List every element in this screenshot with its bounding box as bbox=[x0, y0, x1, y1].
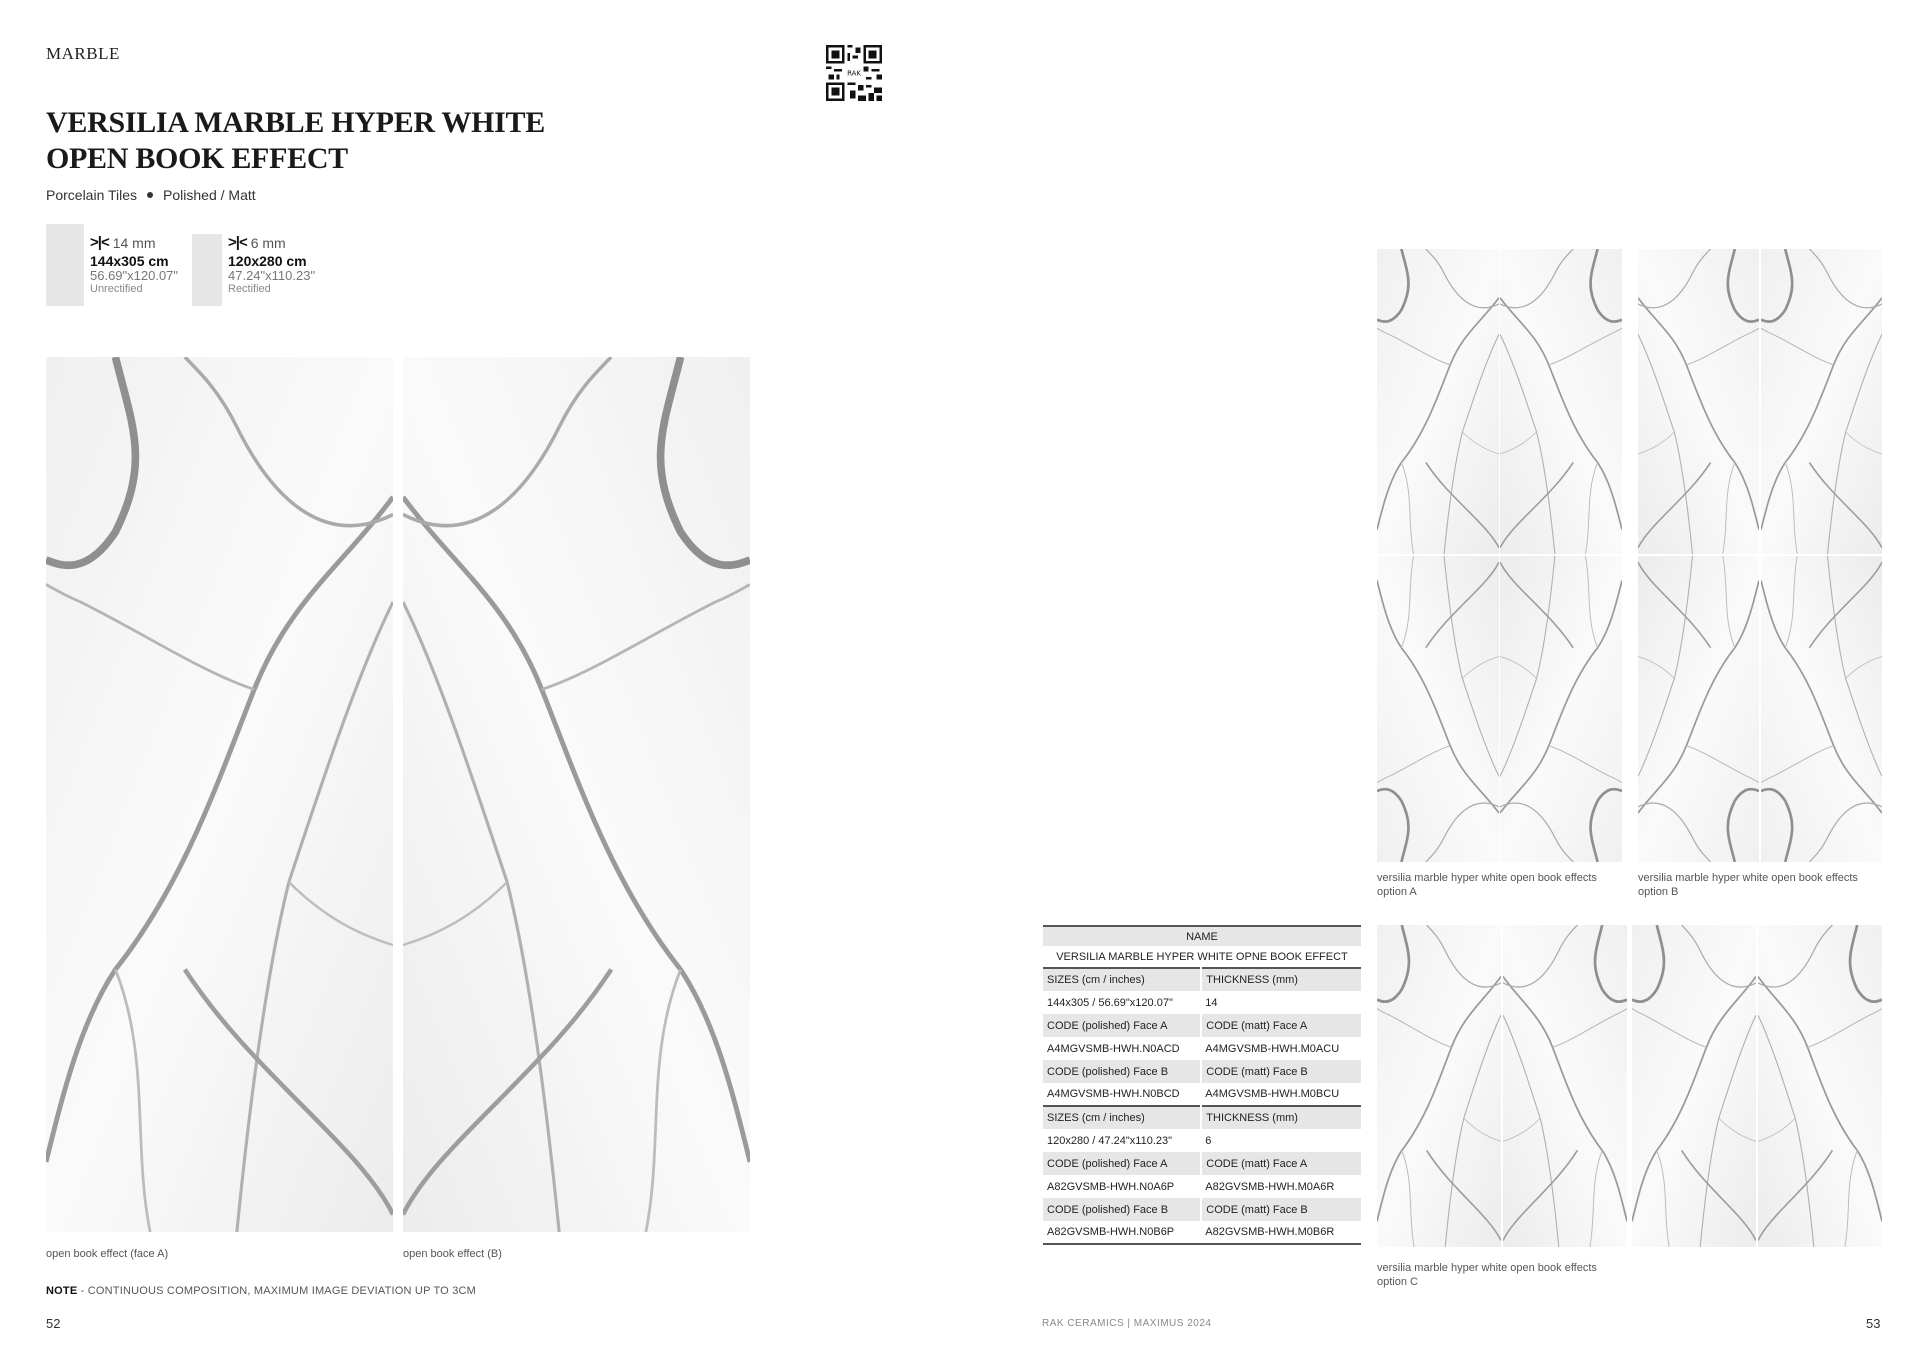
table-code-value: A4MGVSMB-HWH.N0ACD bbox=[1047, 1042, 1180, 1055]
caption-option-b bbox=[1638, 871, 1882, 899]
table-thickness-value: 14 bbox=[1205, 996, 1218, 1009]
table-code-label: CODE (matt) Face A bbox=[1201, 1014, 1361, 1037]
size-cm: 144x305 cm bbox=[90, 253, 169, 269]
table-product-name: VERSILIA MARBLE HYPER WHITE OPNE BOOK EFFECT bbox=[1056, 950, 1348, 963]
size-inches: 47.24"x110.23" bbox=[228, 268, 316, 283]
caption-option-c-line-1: versilia marble hyper white open book effects bbox=[1377, 1262, 1597, 1274]
table-code-label: CODE (polished) Face B bbox=[1043, 1198, 1201, 1221]
option-c-tile bbox=[1632, 925, 1756, 1247]
table-code-label: CODE (polished) Face A bbox=[1043, 1014, 1201, 1037]
table-code-value: A4MGVSMB-HWH.M0BCU bbox=[1205, 1088, 1340, 1100]
tile-swatch bbox=[192, 234, 222, 306]
page-number-right: 53 bbox=[1866, 1316, 1881, 1331]
table-sizes-label: SIZES (cm / inches) bbox=[1043, 968, 1201, 991]
option-b-tile bbox=[1638, 556, 1759, 862]
table-code-value: A82GVSMB-HWH.M0A6R bbox=[1205, 1180, 1335, 1193]
section-label: MARBLE bbox=[46, 44, 120, 63]
footer-brand: RAK CERAMICS | MAXIMUS 2024 bbox=[1042, 1318, 1212, 1329]
table-code-value: A82GVSMB-HWH.N0B6P bbox=[1043, 1221, 1201, 1244]
finish-edge: Rectified bbox=[228, 283, 271, 295]
caption-option-a bbox=[1377, 871, 1622, 899]
table-code-value: A82GVSMB-HWH.N0A6P bbox=[1047, 1180, 1175, 1193]
layout-option-b bbox=[1638, 249, 1882, 862]
table-sizes-label: SIZES (cm / inches) bbox=[1043, 1106, 1201, 1129]
subtitle-finish: Polished / Matt bbox=[163, 187, 256, 203]
caption-option-b-line-1: versilia marble hyper white open book effects bbox=[1638, 872, 1858, 884]
caption-face-b: open book effect (B) bbox=[403, 1248, 502, 1260]
note-label: NOTE bbox=[46, 1285, 78, 1297]
caption-option-a-line-2: option A bbox=[1377, 886, 1417, 898]
option-a-tile bbox=[1377, 249, 1499, 554]
option-c-tile bbox=[1758, 925, 1882, 1247]
caption-face-a: open book effect (face A) bbox=[46, 1248, 169, 1260]
table-size-value: 144x305 / 56.69"x120.07" bbox=[1047, 996, 1173, 1009]
thickness-value: 14 mm bbox=[112, 234, 156, 251]
caption-option-a-line-1: versilia marble hyper white open book effects bbox=[1377, 872, 1597, 884]
thickness-value: 6 mm bbox=[250, 234, 286, 251]
caption-option-c-line-2: option C bbox=[1377, 1276, 1418, 1288]
tile-swatch bbox=[46, 224, 84, 306]
marble-slab-face-b bbox=[403, 357, 750, 1232]
option-a-tile bbox=[1377, 556, 1499, 862]
table-thickness-label: THICKNESS (mm) bbox=[1201, 968, 1361, 991]
note-text: - CONTINUOUS COMPOSITION, MAXIMUM IMAGE DEVIATION UP TO 3CM bbox=[77, 1285, 477, 1297]
table-code-label: CODE (polished) Face B bbox=[1043, 1060, 1201, 1083]
product-title-line-1: VERSILIA MARBLE HYPER WHITE bbox=[46, 106, 545, 139]
product-subtitle bbox=[46, 187, 256, 203]
thickness-icon: >|< bbox=[228, 234, 247, 251]
qr-center-text: RAK bbox=[847, 69, 861, 78]
subtitle-material: Porcelain Tiles bbox=[46, 187, 138, 203]
caption-option-c bbox=[1377, 1261, 1622, 1289]
caption-option-b-line-2: option B bbox=[1638, 886, 1679, 898]
layout-option-a bbox=[1377, 249, 1622, 862]
table-code-value: A82GVSMB-HWH.M0B6R bbox=[1201, 1221, 1361, 1244]
spec-6mm bbox=[192, 224, 315, 306]
option-b-tile bbox=[1638, 249, 1759, 554]
marble-slab-face-a bbox=[46, 357, 393, 1232]
table-header-name: NAME bbox=[1043, 926, 1361, 946]
table-code-label: CODE (polished) Face A bbox=[1043, 1152, 1201, 1175]
table-code-label: CODE (matt) Face B bbox=[1201, 1198, 1361, 1221]
table-code-label: CODE (matt) Face A bbox=[1201, 1152, 1361, 1175]
table-code-value: A4MGVSMB-HWH.M0ACU bbox=[1205, 1042, 1340, 1055]
option-b-tile bbox=[1761, 249, 1882, 554]
finish-edge: Unrectified bbox=[90, 283, 143, 295]
bullet-icon bbox=[147, 192, 153, 198]
table-thickness-label: THICKNESS (mm) bbox=[1201, 1106, 1361, 1129]
size-inches: 56.69"x120.07" bbox=[90, 268, 179, 283]
table-size-value: 120x280 / 47.24"x110.23" bbox=[1047, 1134, 1173, 1147]
note bbox=[46, 1285, 476, 1297]
table-code-value: A4MGVSMB-HWH.N0BCD bbox=[1047, 1088, 1180, 1100]
option-c-tile bbox=[1503, 925, 1627, 1247]
option-a-tile bbox=[1500, 556, 1622, 862]
option-c-tile bbox=[1377, 925, 1501, 1247]
product-spec-table bbox=[1043, 925, 1361, 1245]
table-code-label: CODE (matt) Face B bbox=[1201, 1060, 1361, 1083]
option-a-tile bbox=[1500, 249, 1622, 554]
qr-code[interactable] bbox=[826, 45, 882, 101]
page-number-left: 52 bbox=[46, 1316, 61, 1331]
product-title-line-2: OPEN BOOK EFFECT bbox=[46, 142, 348, 175]
table-thickness-value: 6 bbox=[1205, 1134, 1212, 1147]
option-b-tile bbox=[1761, 556, 1882, 862]
product-title bbox=[46, 105, 606, 177]
size-cm: 120x280 cm bbox=[228, 253, 307, 269]
layout-option-c bbox=[1377, 925, 1882, 1247]
spec-14mm bbox=[46, 224, 178, 306]
thickness-icon: >|< bbox=[90, 234, 109, 251]
